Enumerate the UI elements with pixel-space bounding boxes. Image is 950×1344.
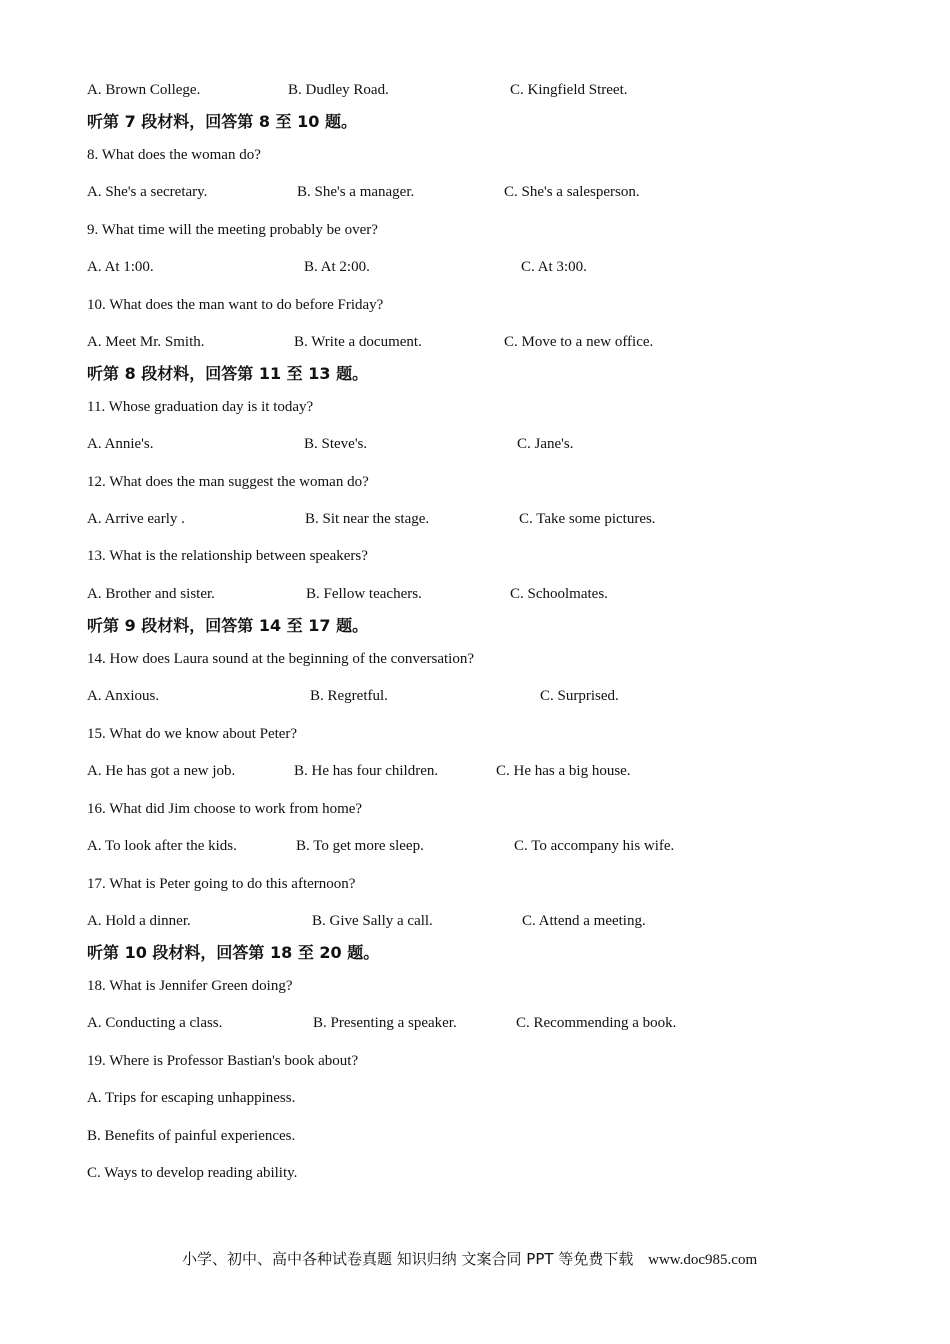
- answer-option: B. Dudley Road.: [288, 82, 389, 98]
- answer-option: C. He has a big house.: [496, 763, 631, 779]
- answer-option: A. At 1:00.: [87, 259, 154, 275]
- question-text: 9. What time will the meeting probably be over?: [87, 222, 378, 238]
- answer-option: A. Conducting a class.: [87, 1015, 223, 1031]
- footer-text: 小学、初中、高中各种试卷真题 知识归纳 文案合同 PPT 等免费下载: [182, 1250, 634, 1268]
- question-text: C. Ways to develop reading ability.: [87, 1165, 298, 1181]
- answer-option: B. Sit near the stage.: [305, 511, 430, 527]
- footer-url[interactable]: www.doc985.com: [648, 1252, 758, 1268]
- question-text: 13. What is the relationship between speakers?: [87, 548, 368, 564]
- answer-option: A. Brother and sister.: [87, 586, 215, 602]
- answer-option: B. Steve's.: [304, 436, 368, 452]
- question-text: 8. What does the woman do?: [87, 147, 261, 163]
- answer-option: B. To get more sleep.: [296, 838, 424, 854]
- answer-option: B. Fellow teachers.: [306, 586, 422, 602]
- question-text: A. Trips for escaping unhappiness.: [87, 1090, 296, 1106]
- answer-option: C. Surprised.: [540, 688, 619, 704]
- answer-option: A. She's a secretary.: [87, 184, 208, 200]
- answer-option: A. To look after the kids.: [87, 838, 237, 854]
- question-text: 15. What do we know about Peter?: [87, 726, 298, 742]
- answer-option: C. Jane's.: [517, 436, 574, 452]
- question-text: 10. What does the man want to do before Friday?: [87, 297, 384, 313]
- answer-option: C. Recommending a book.: [516, 1015, 677, 1031]
- answer-option: B. Give Sally a call.: [312, 913, 433, 929]
- page-footer: [182, 1248, 757, 1269]
- answer-option: B. Write a document.: [294, 334, 422, 350]
- question-text: 18. What is Jennifer Green doing?: [87, 978, 293, 994]
- answer-option: C. Attend a meeting.: [522, 913, 646, 929]
- answer-option: C. At 3:00.: [521, 259, 587, 275]
- answer-option: A. Arrive early .: [87, 511, 185, 527]
- answer-option: B. Presenting a speaker.: [313, 1015, 457, 1031]
- question-text: B. Benefits of painful experiences.: [87, 1128, 296, 1144]
- answer-option: C. Schoolmates.: [510, 586, 608, 602]
- answer-option: B. He has four children.: [294, 763, 439, 779]
- answer-option: C. She's a salesperson.: [504, 184, 640, 200]
- answer-option: A. Anxious.: [87, 688, 160, 704]
- question-text: 16. What did Jim choose to work from home?: [87, 801, 363, 817]
- question-text: 19. Where is Professor Bastian's book about?: [87, 1053, 359, 1069]
- section-heading: 听第 8 段材料，回答第 11 至 13 题。: [87, 364, 369, 383]
- section-heading: 听第 7 段材料，回答第 8 至 10 题。: [87, 112, 357, 131]
- answer-option: A. Annie's.: [87, 436, 154, 452]
- question-text: 12. What does the man suggest the woman do?: [87, 474, 369, 490]
- question-text: 14. How does Laura sound at the beginning of the conversation?: [87, 651, 474, 667]
- answer-option: C. Kingfield Street.: [510, 82, 628, 98]
- section-heading: 听第 10 段材料，回答第 18 至 20 题。: [87, 943, 380, 962]
- answer-option: B. Regretful.: [310, 688, 388, 704]
- section-heading: 听第 9 段材料，回答第 14 至 17 题。: [87, 616, 369, 635]
- answer-option: C. Move to a new office.: [504, 334, 654, 350]
- answer-option: A. Hold a dinner.: [87, 913, 191, 929]
- answer-option: A. Brown College.: [87, 82, 201, 98]
- question-text: 11. Whose graduation day is it today?: [87, 399, 314, 415]
- answer-option: C. To accompany his wife.: [514, 838, 675, 854]
- answer-option: B. She's a manager.: [297, 184, 415, 200]
- answer-option: A. He has got a new job.: [87, 763, 236, 779]
- answer-option: A. Meet Mr. Smith.: [87, 334, 205, 350]
- question-text: 17. What is Peter going to do this afternoon?: [87, 876, 356, 892]
- answer-option: C. Take some pictures.: [519, 511, 656, 527]
- answer-option: B. At 2:00.: [304, 259, 370, 275]
